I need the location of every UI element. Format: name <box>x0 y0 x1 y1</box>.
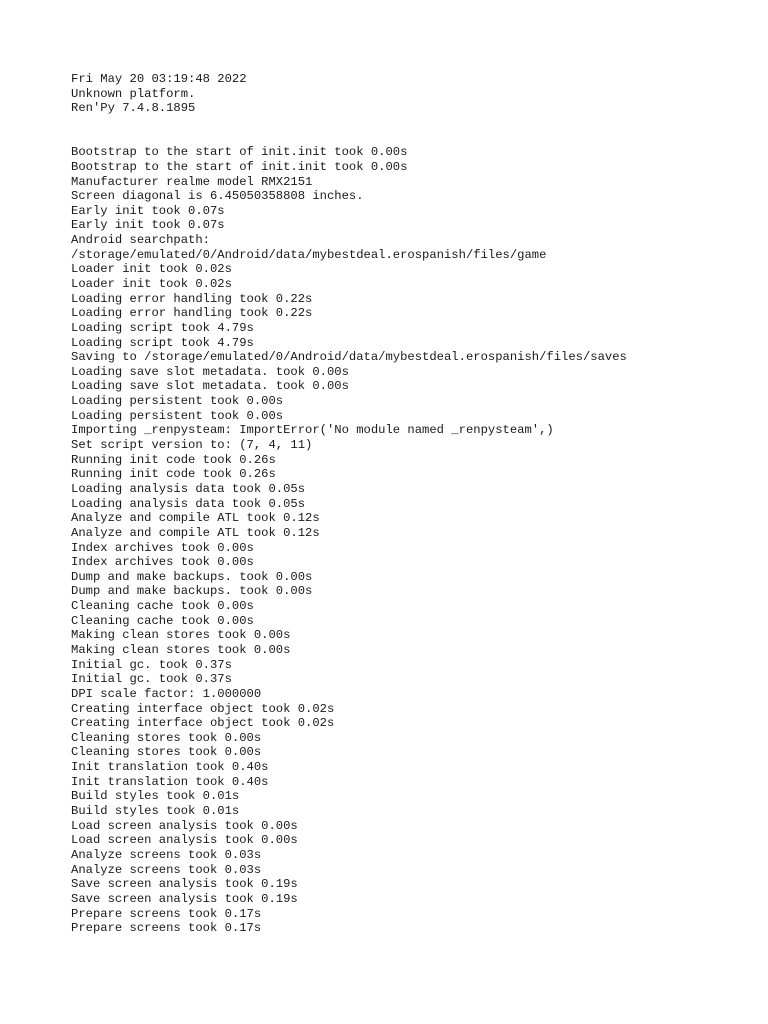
log-line: Index archives took 0.00s <box>71 540 254 555</box>
log-document <box>71 72 761 936</box>
log-line: Loading script took 4.79s <box>71 335 254 350</box>
log-line: Set script version to: (7, 4, 11) <box>71 438 313 453</box>
log-line: Creating interface object took 0.02s <box>71 716 335 731</box>
log-line: Cleaning cache took 0.00s <box>71 613 254 628</box>
header-line: Ren'Py 7.4.8.1895 <box>71 101 196 116</box>
log-line: Loading persistent took 0.00s <box>71 408 284 423</box>
log-line: Importing _renpysteam: ImportError('No module named _renpysteam',) <box>71 423 554 438</box>
header-line: Fri May 20 03:19:48 2022 <box>71 72 247 86</box>
log-line: DPI scale factor: 1.000000 <box>71 686 262 701</box>
log-line: Analyze screens took 0.03s <box>71 862 262 877</box>
log-line: Build styles took 0.01s <box>71 789 240 804</box>
log-line: Analyze screens took 0.03s <box>71 847 262 862</box>
log-line: Loading script took 4.79s <box>71 320 254 335</box>
log-line: Loading persistent took 0.00s <box>71 394 284 409</box>
log-line: Bootstrap to the start of init.init took 0.00s <box>71 145 408 160</box>
log-line: Initial gc. took 0.37s <box>71 672 232 687</box>
log-line: Analyze and compile ATL took 0.12s <box>71 511 320 526</box>
log-line: Prepare screens took 0.17s <box>71 921 262 936</box>
log-line: Loading analysis data took 0.05s <box>71 481 306 496</box>
log-line: Cleaning stores took 0.00s <box>71 745 262 760</box>
log-line: Early init took 0.07s <box>71 203 225 218</box>
log-line: Initial gc. took 0.37s <box>71 657 232 672</box>
header-line: Unknown platform. <box>71 86 196 101</box>
log-line: Loading analysis data took 0.05s <box>71 496 306 511</box>
log-line: Cleaning stores took 0.00s <box>71 730 262 745</box>
log-line: Loading save slot metadata. took 0.00s <box>71 364 349 379</box>
log-line: Making clean stores took 0.00s <box>71 628 291 643</box>
log-line: Build styles took 0.01s <box>71 804 240 819</box>
log-line: Manufacturer realme model RMX2151 <box>71 174 313 189</box>
log-line: Android searchpath: <box>71 233 210 248</box>
log-line: Running init code took 0.26s <box>71 467 276 482</box>
log-line: Dump and make backups. took 0.00s <box>71 584 313 599</box>
log-line: Early init took 0.07s <box>71 218 225 233</box>
log-body <box>71 145 761 936</box>
log-line: Bootstrap to the start of init.init took 0.00s <box>71 159 408 174</box>
log-line: Load screen analysis took 0.00s <box>71 818 298 833</box>
log-line: Cleaning cache took 0.00s <box>71 599 254 614</box>
blank-gap <box>71 116 761 145</box>
log-line: Load screen analysis took 0.00s <box>71 833 298 848</box>
log-line: Saving to /storage/emulated/0/Android/data/mybestdeal.erospanish/files/saves <box>71 350 627 365</box>
log-line: Save screen analysis took 0.19s <box>71 891 298 906</box>
log-line: Dump and make backups. took 0.00s <box>71 569 313 584</box>
log-line: Analyze and compile ATL took 0.12s <box>71 525 320 540</box>
log-line: Running init code took 0.26s <box>71 452 276 467</box>
log-line: Loader init took 0.02s <box>71 262 232 277</box>
log-line: Init translation took 0.40s <box>71 774 269 789</box>
log-line: Loading save slot metadata. took 0.00s <box>71 379 349 394</box>
log-line: Init translation took 0.40s <box>71 760 269 775</box>
log-line: Loading error handling took 0.22s <box>71 306 313 321</box>
log-line: Save screen analysis took 0.19s <box>71 877 298 892</box>
log-line: Screen diagonal is 6.45050358808 inches. <box>71 189 364 204</box>
log-line: /storage/emulated/0/Android/data/mybestdeal.erospanish/files/game <box>71 247 547 262</box>
log-line: Making clean stores took 0.00s <box>71 643 291 657</box>
log-header <box>71 72 761 116</box>
log-line: Prepare screens took 0.17s <box>71 906 262 921</box>
log-line: Creating interface object took 0.02s <box>71 701 335 716</box>
log-line: Loader init took 0.02s <box>71 276 232 291</box>
log-line: Index archives took 0.00s <box>71 555 254 570</box>
log-line: Loading error handling took 0.22s <box>71 291 313 306</box>
